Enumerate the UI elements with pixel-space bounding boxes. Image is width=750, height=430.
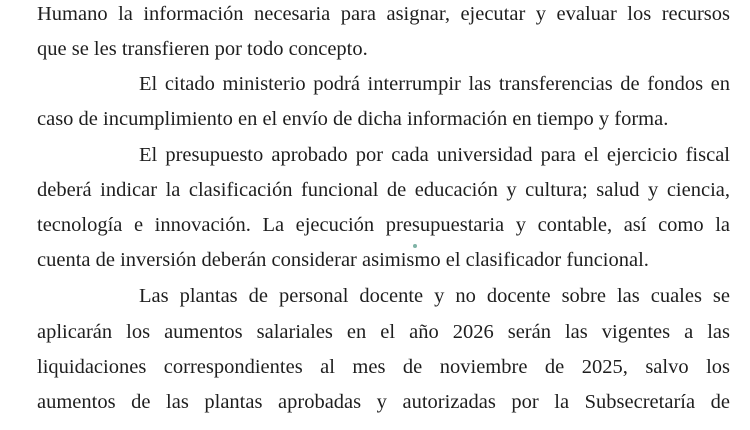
scan-speck xyxy=(413,244,417,248)
paragraph-4-line-3: liquidaciones correspondientes al mes de noviembre de 2025, salvo los xyxy=(37,356,730,378)
paragraph-2-line-1: El citado ministerio podrá interrumpir las transferencias de fondos en xyxy=(139,73,730,95)
paragraph-1-line-1: Humano la información necesaria para asignar, ejecutar y evaluar los recursos xyxy=(37,3,730,25)
paragraph-4-line-2: aplicarán los aumentos salariales en el año 2026 serán las vigentes a las xyxy=(37,321,730,343)
paragraph-3-line-4: cuenta de inversión deberán considerar asimismo el clasificador funcional. xyxy=(37,249,649,271)
paragraph-2-line-2: caso de incumplimiento en el envío de dicha información en tiempo y forma. xyxy=(37,108,669,130)
paragraph-1-line-2: que se les transfieren por todo concepto. xyxy=(37,38,368,60)
paragraph-3-line-3: tecnología e innovación. La ejecución presupuestaria y contable, así como la xyxy=(37,214,730,236)
paragraph-3-line-1: El presupuesto aprobado por cada universidad para el ejercicio fiscal xyxy=(139,144,730,166)
paragraph-4-line-1: Las plantas de personal docente y no docente sobre las cuales se xyxy=(139,285,730,307)
paragraph-4-line-4: aumentos de las plantas aprobadas y autorizadas por la Subsecretaría de xyxy=(37,391,730,413)
paragraph-3-line-2: deberá indicar la clasificación funcional de educación y cultura; salud y ciencia, xyxy=(37,179,730,201)
